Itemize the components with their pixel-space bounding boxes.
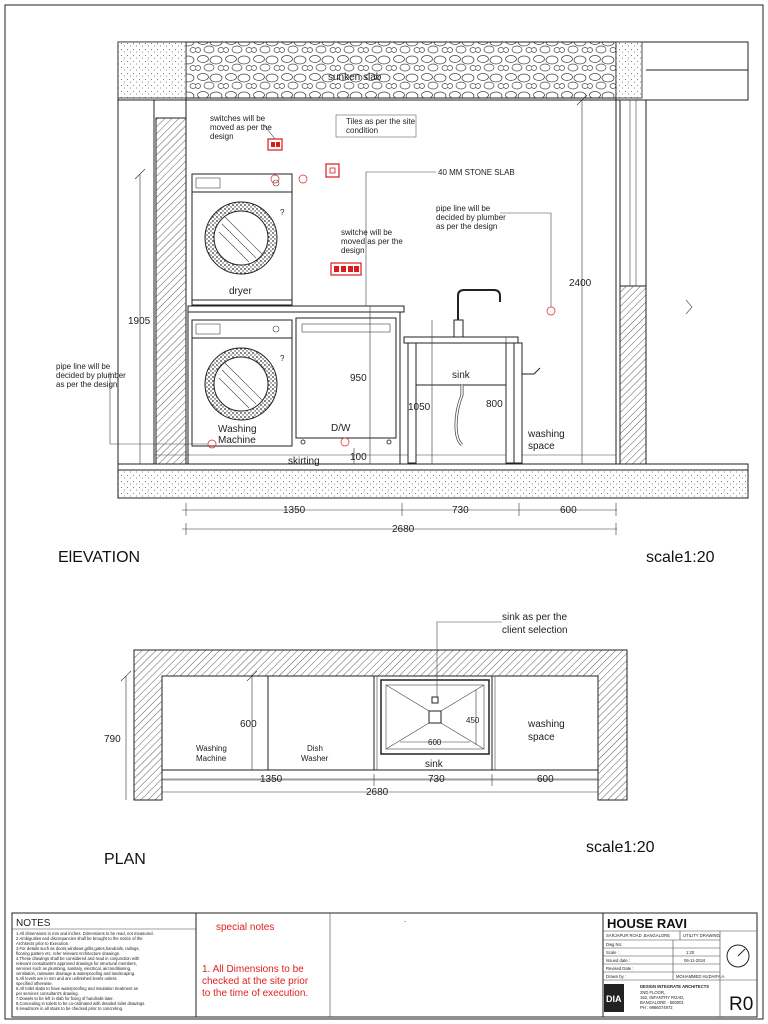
stone-slab-note: 40 MM STONE SLAB [438,168,515,177]
note-line: ventilation, rainwater drainage & waterproofing and landscaping. [16,971,136,976]
floor-slab [118,470,748,498]
slab-right [616,42,642,98]
firm-name: DESIGN INTEGRATE ARCHITECTS [640,984,710,989]
sunken-slab-label: sunken slab [328,72,382,83]
note-line: services such as plumbing, sanitary, electrical, airconditioning, [16,966,132,971]
note-line: 8.Concealing in toilets to be co-ordinated with detailed toilet drawings. [16,1001,146,1006]
sink-note-2: client selection [502,625,568,636]
note-line: 2.Ambiguities and discrepancies shall be brought to the notice of the [16,936,143,941]
switch-box-top [268,139,282,150]
note-line: Architects prior to Execution. [16,941,70,946]
sink-label: sink [452,370,470,381]
firm-address-3: BANGALORE - 560001 [640,1000,684,1005]
stone-slab [188,306,404,312]
plan-dim-600-sink: 600 [428,738,442,747]
switches-top-note-1: switches will be [210,114,266,123]
plan-scale: scale1:20 [586,839,655,856]
sink-unit [404,290,540,463]
note-line: 4.These drawings shall be considered and read in conjunction with [16,956,140,961]
switch-box-mid [331,263,361,275]
plan-dim-1350: 1350 [260,774,283,785]
dim-600: 600 [560,505,577,516]
pipe-left-note-2: decided by plumber [56,371,126,380]
pipe-point-dw [341,438,349,446]
dim-1905: 1905 [128,316,151,327]
row-key: Issued date : [606,958,630,963]
washing-space-label-1: washing [528,429,565,440]
washing-machine-label-1: Washing [218,424,257,435]
note-line: flooring pattern etc. refer relevant Architecture drawings. [16,951,121,956]
dryer-label: dryer [229,286,252,297]
dim-730: 730 [452,505,469,516]
row-key: Drawn by : [606,974,627,979]
elevation-scale: scale1:20 [646,549,715,566]
row-key: Scale : [606,950,619,955]
special-note-1: 1. All Dimensions to be [202,964,304,975]
note-line: 9.Headroom in all stairs to be checked prior to concreting. [16,1006,124,1011]
plan-dw-label-2: Washer [301,754,329,763]
skirting-label: skirting [288,456,320,467]
drawing-title: UTILITY DRAWING [683,933,720,938]
dw-label: D/W [331,423,351,434]
special-note-3: to the time of execution. [202,988,309,999]
firm-address-2: 162, INFANTRY ROAD, [640,995,685,1000]
pipe-point-right [547,307,555,315]
left-wall [118,100,154,464]
pipe-right-note-1: pipe line will be [436,204,491,213]
switches-mid-note-1: switche will be [341,228,393,237]
plan-ws-label-2: space [528,732,555,743]
notes-list [16,931,154,1011]
plan-ws-label-1: washing [528,719,565,730]
dim-1350: 1350 [283,505,306,516]
switches-mid-note-2: moved as per the [341,237,403,246]
pipe-left-note-1: pipe line will be [56,362,111,371]
dryer [192,174,292,305]
special-notes-heading: special notes [216,922,275,933]
tiles-note-1: Tiles as per the site [346,117,416,126]
washing-space-label-2: space [528,441,555,452]
project-name: HOUSE RAVI [607,916,687,931]
svg-text:?: ? [280,208,285,217]
plan-drawing [104,612,655,868]
plan-sink [381,680,489,770]
plan-dim-730: 730 [428,774,445,785]
slab-left [118,42,186,98]
washing-machine [192,320,292,446]
washing-machine-label-2: Machine [218,435,256,446]
switches-top-note-3: design [210,132,234,141]
note-line: 3.For details such as doors,windows,grills,gates,handrails, railings, [16,946,140,951]
dim-1050: 1050 [408,402,431,413]
row-key: Revised Date : [606,966,634,971]
tiles-note-2: condition [346,126,379,135]
note-line: relevant consultants's approved drawings for structural members, [16,961,137,966]
plan-dim-450: 450 [466,716,480,725]
row-value: MOHAMMED HUDAIFA A. [676,974,726,979]
switches-top-note-2: moved as per the [210,123,272,132]
dishwasher [296,318,396,444]
plan-dw-label-1: Dish [307,744,324,753]
dim-2400: 2400 [569,278,592,289]
note-line: 1.All dimensions in mm and inches. Dimensions to be read, not measured. [16,931,154,936]
left-column [156,118,186,464]
firm-address-1: 2ND FLOOR, [640,990,666,995]
dim-100: 100 [350,452,367,463]
pipe-right-note-2: decided by plumber [436,213,506,222]
switch-box-small [326,164,339,177]
plan-dim-600: 600 [240,719,257,730]
dim-950: 950 [350,373,367,384]
row-value: 06-11-2024 [684,958,706,963]
elevation-drawing [56,42,748,566]
revision-mark: R0 [729,994,754,1015]
plan-dim-600-w: 600 [537,774,554,785]
right-column [620,286,646,464]
title-block [12,913,757,1017]
elevation-title: ElEVATION [58,549,141,566]
note-line: 6.All toilet slabs to have waterproofing and insulation treatment as [16,986,138,991]
pipe-left-note-3: as per the design [56,380,118,389]
row-key: Dwg No: [606,942,623,947]
right-window [620,100,646,286]
note-line: 5.All levels are in mm and are unfinished levels unless [16,976,117,981]
sunken-slab [186,42,616,98]
note-line: per services consultant's drawing. [16,991,79,996]
special-note-2: checked at the site prior [202,976,309,987]
plan-dim-790: 790 [104,734,121,745]
firm-logo-text: DIA [606,994,622,1004]
plan-sink-label: sink [425,759,443,770]
plan-wm-label-2: Machine [196,754,227,763]
project-address: SARJAPUR ROAD ,BANGALORE [606,933,670,938]
plan-wm-label-1: Washing [196,744,227,753]
note-line: specified otherwise. [16,981,53,986]
notes-heading: NOTES [16,918,51,929]
plan-dim-2680: 2680 [366,787,389,798]
plan-title: PLAN [104,851,146,868]
note-line: 7.Dowels to be left in slab for fixing of handrails later. [16,996,114,1001]
sink-note-1: sink as per the [502,612,568,623]
dim-800: 800 [486,399,503,410]
switches-mid-note-3: design [341,246,365,255]
svg-text:?: ? [280,354,285,363]
dim-2680: 2680 [392,524,415,535]
row-value: 1:20 [686,950,695,955]
stray-dot: . [404,915,407,924]
pipe-right-note-3: as per the design [436,222,498,231]
firm-address-4: PH : 9986074972 [640,1005,673,1010]
